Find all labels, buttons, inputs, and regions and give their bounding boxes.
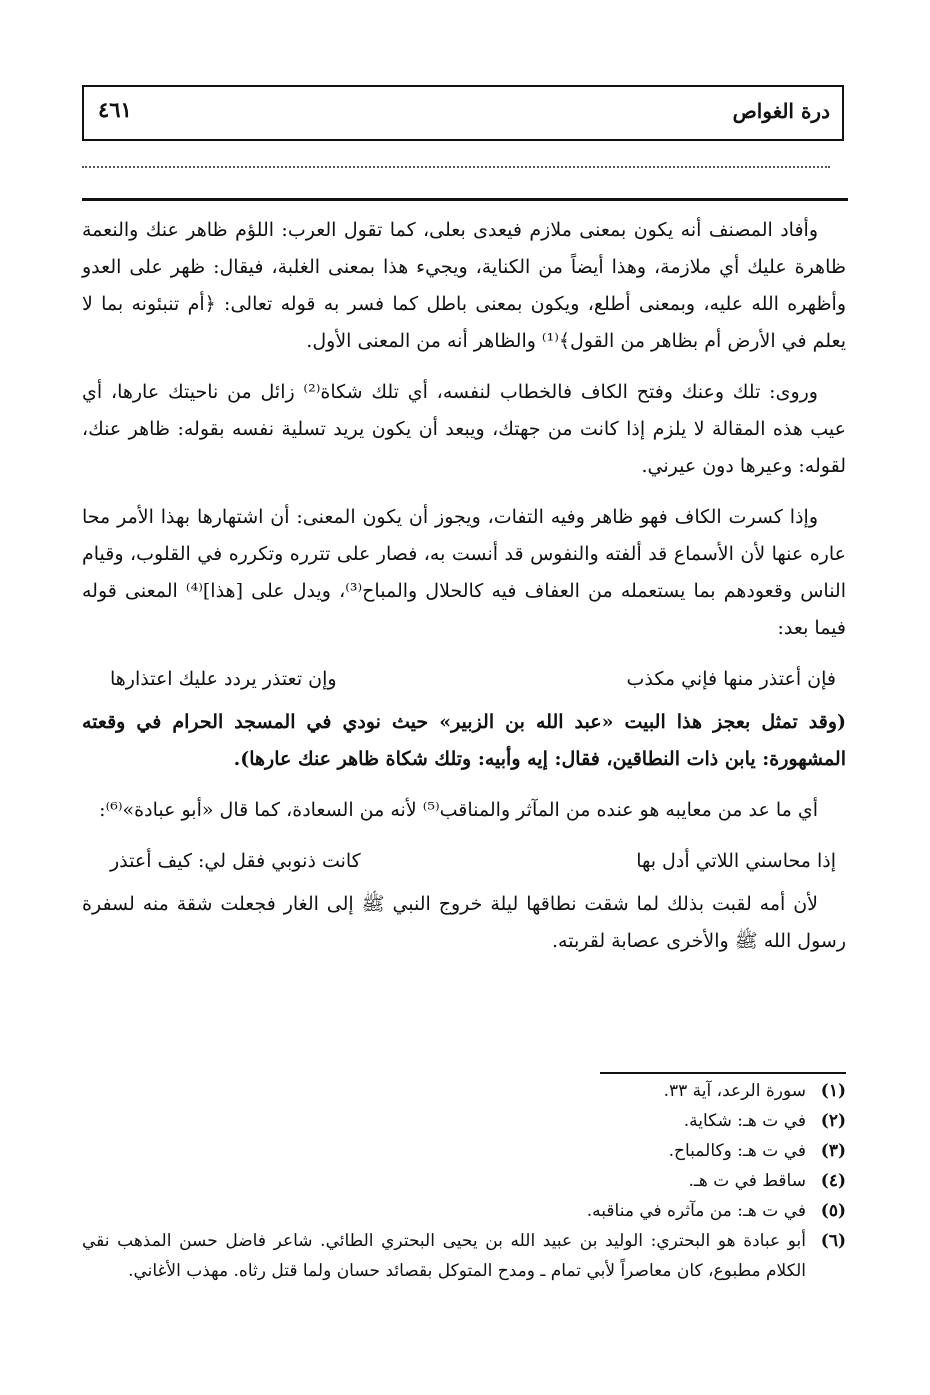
- footnotes: [82, 1076, 846, 1286]
- footnote-text: ساقط في ت هـ.: [688, 1171, 806, 1191]
- footnote-mark: (١): [820, 1081, 846, 1101]
- footnote-item: [82, 1106, 846, 1136]
- footnote-text: أبو عبادة هو البحتري: الوليد بن عبيد الله بن يحيى البحتري الطائي. شاعر فاضل حسن المذهب نقي الكلام مطبوع، كان معاصراً لأبي تمام ـ ومدح المتوكل بقصائد حسان ولما قتل رثاه. مهذب الأغاني.: [82, 1231, 806, 1281]
- paragraph-4: أي ما عد من معايبه هو عنده من المآثر والمناقب⁽⁵⁾ لأنه من السعادة، كما قال «أبو عبادة»⁽⁶⁾:: [99, 799, 818, 821]
- footnote-item: [82, 1136, 846, 1166]
- page-header: [82, 85, 844, 141]
- paragraph-2: وروى: تلك وعنك وفتح الكاف فالخطاب لنفسه، أي تلك شكاة⁽²⁾ زائل من ناحيتك عارها، أي عيب هذه المقالة لا يلزم إذا كانت من جهتك، ويبعد أن يكون يريد تسلية نفسه بقوله: ظاهر عنك، لقوله: وعيرها دون عيرني.: [82, 381, 846, 477]
- paragraph-3: وإذا كسرت الكاف فهو ظاهر وفيه التفات، ويجوز أن يكون المعنى: أن اشتهارها بهذا الأمر محا عاره عنها لأن الأسماع قد ألفته والنفوس قد أنست به، فصار على تترره وتكرره في القلوب، وقيام الناس وقعودهم بما يستعمله من العفاف فيه كالحلال والمباح⁽³⁾، ويدل على [هذا]⁽⁴⁾ المعنى قوله فيما بعد:: [82, 506, 847, 639]
- verse-1-first-hemistich: فإن أعتذر منها فإني مكذب: [626, 668, 836, 690]
- footnote-item: [82, 1076, 846, 1106]
- verse-1-second-hemistich: وإن تعتذر يردد عليك اعتذارها: [110, 668, 337, 690]
- footnote-mark: (٥): [820, 1201, 846, 1221]
- body-text: [82, 212, 846, 960]
- footnote-item: [82, 1196, 846, 1226]
- header-rule: [82, 198, 848, 201]
- footnote-text: في ت هـ: وكالمباح.: [668, 1141, 806, 1161]
- bold-paragraph: (وقد تمثل بعجز هذا البيت «عبد الله بن الزبير» حيث نودي في المسجد الحرام في وقعته المشهورة: يابن ذات النطاقين، فقال: إيه وأبيه: وتلك شكاة ظاهر عنك عارها).: [82, 711, 846, 770]
- footnote-mark: (٦): [820, 1231, 846, 1251]
- footnote-text: في ت هـ: شكاية.: [683, 1111, 806, 1131]
- running-title: درة الغواص: [732, 99, 830, 123]
- footnote-text: في ت هـ: من مآثره في مناقبه.: [586, 1201, 806, 1221]
- paragraph-5: لأن أمه لقبت بذلك لما شقت نطاقها ليلة خروج النبي ﷺ إلى الغار فجعلت شقة منه لسفرة رسول الله ﷺ والأخرى عصابة لقربته.: [82, 893, 846, 952]
- footnote-mark: (٢): [820, 1111, 846, 1131]
- poem-verse-2: [82, 843, 846, 880]
- poem-verse-1: [82, 661, 846, 698]
- footnote-rule: [600, 1072, 846, 1074]
- paragraph-1: وأفاد المصنف أنه يكون بمعنى ملازم فيعدى بعلى، كما تقول العرب: اللؤم ظاهر عنك والنعمة ظاهرة عليك أي ملازمة، وهذا أيضاً من الكناية، ويجيء هذا بمعنى الغلبة، فيقال: ظهر على العدو وأظهره الله عليه، وبمعنى أطلع، ويكون بمعنى باطل كما فسر به قوله تعالى: ﴿أم تنبئونه بما لا يعلم في الأرض أم بظاهر من القول﴾⁽¹⁾ والظاهر أنه من المعنى الأول.: [82, 219, 846, 352]
- footnote-mark: (٤): [820, 1171, 846, 1191]
- verse-2-first-hemistich: إذا محاسني اللاتي أدل بها: [636, 850, 836, 872]
- footnote-item: [82, 1166, 846, 1196]
- footnote-mark: (٣): [820, 1141, 846, 1161]
- verse-2-second-hemistich: كانت ذنوبي فقل لي: كيف أعتذر: [110, 850, 361, 872]
- footnote-text: سورة الرعد، آية ٣٣.: [663, 1081, 806, 1101]
- footnote-item: [82, 1226, 846, 1286]
- page-number: ٤٦١: [98, 97, 132, 122]
- dotted-divider: [82, 146, 830, 168]
